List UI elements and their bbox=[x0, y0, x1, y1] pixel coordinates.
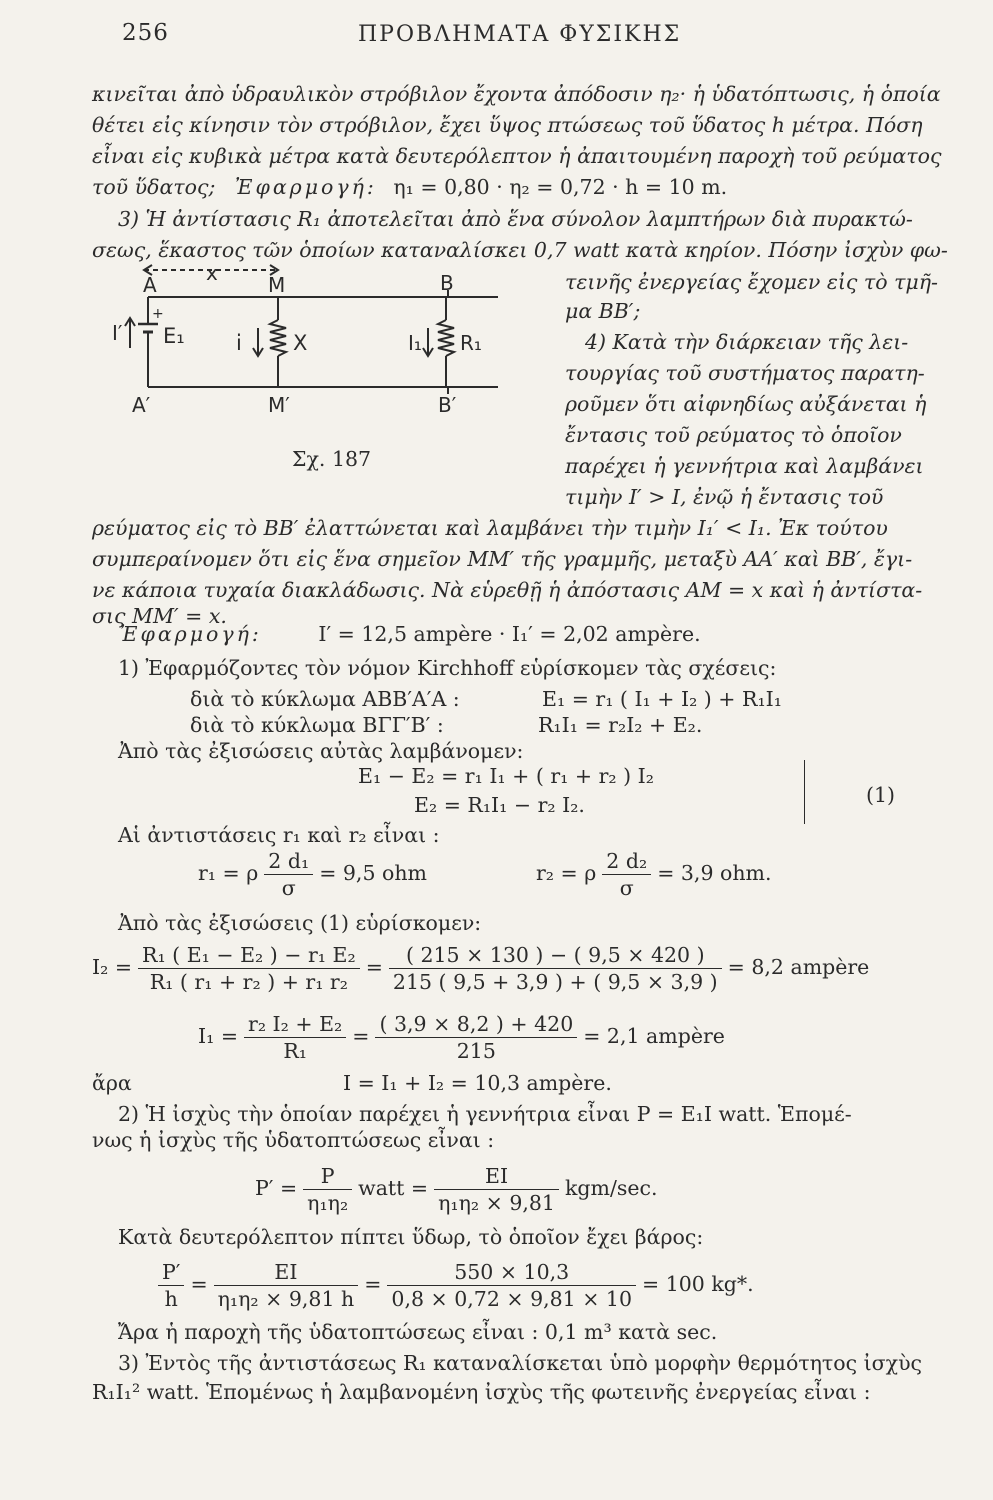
application-label: Ἐφαρμογή: bbox=[120, 622, 262, 646]
weight-formula: $\frac{P'}{h}$ = $\frac{EI}{\text{η₁η₂ × 9,81 h}}$ = $\frac{550 \times 10,3}{0,8 \times 0,72 \times 9,81 \times 10}$ = 100 kg*. bbox=[152, 1260, 754, 1311]
label-x: x bbox=[206, 261, 218, 285]
question-4-line: ἔντασις τοῦ ρεύματος τὸ ὁποῖον bbox=[565, 423, 902, 447]
loop-2-label: διὰ τὸ κύκλωμα BΓΓ′B′ : bbox=[190, 713, 444, 737]
I2-numerator-numeric: ( 215 × 130 ) − ( 9,5 × 420 ) bbox=[389, 943, 722, 969]
r1-lhs: r₁ = ρ bbox=[198, 861, 259, 885]
application-1 bbox=[235, 175, 727, 199]
running-title: ΠΡΟΒΛΗΜΑΤΑ ΦΥΣΙΚΗΣ bbox=[358, 22, 682, 47]
I1-denominator-symbolic: R₁ bbox=[283, 1039, 307, 1063]
r1-denominator: σ bbox=[281, 876, 296, 900]
P-prime-numerator-1: P bbox=[303, 1164, 352, 1190]
weight-rhs: = 100 kg*. bbox=[642, 1272, 754, 1296]
r1-fraction bbox=[264, 849, 313, 900]
loop-2-equation: R₁I₁ = r₂I₂ + E₂. bbox=[538, 713, 703, 737]
weight-fraction-1 bbox=[158, 1260, 184, 1311]
r2-denominator: σ bbox=[619, 876, 634, 900]
question-4-line: συμπεραίνομεν ὅτι εἰς ἕνα σημεῖον MM′ τῆς γραμμῆς, μεταξὺ AA′ καὶ BB′, ἔγι- bbox=[92, 547, 913, 571]
question-4-line: 4) Κατὰ τὴν διάρκειαν τῆς λει- bbox=[585, 330, 909, 354]
question-3-line: μα BB′; bbox=[565, 299, 641, 323]
weight-fraction-3 bbox=[387, 1260, 636, 1311]
application-values: η₁ = 0,80 · η₂ = 0,72 · h = 10 m. bbox=[393, 175, 728, 199]
question-4-line: τιμὴν I′ > I, ἐνῷ ἡ ἔντασις τοῦ bbox=[565, 485, 884, 509]
weight-numerator-1: P′ bbox=[158, 1260, 184, 1286]
system-bracket bbox=[804, 760, 805, 824]
system-equation-2: E₂ = R₁I₁ − r₂ I₂. bbox=[414, 793, 585, 817]
resistances-intro: Αἱ ἀντιστάσεις r₁ καὶ r₂ εἶναι : bbox=[118, 823, 440, 847]
r2-lhs: r₂ = ρ bbox=[536, 861, 597, 885]
label-R1: R₁ bbox=[460, 331, 482, 355]
label-X: X bbox=[293, 331, 308, 355]
P-prime-fraction-1 bbox=[303, 1164, 352, 1215]
system-equation-1: E₁ − E₂ = r₁ I₁ + ( r₁ + r₂ ) I₂ bbox=[358, 764, 654, 788]
question-4-line: σις MM′ = x. bbox=[92, 604, 227, 628]
application-values: I′ = 12,5 ampère · I₁′ = 2,02 ampère. bbox=[318, 622, 701, 646]
label-B-prime: B′ bbox=[438, 393, 457, 417]
question-3-line: τεινῆς ἐνεργείας ἔχομεν εἰς τὸ τμῆ- bbox=[565, 270, 938, 294]
solution-2-line: νως ἡ ἰσχὺς τῆς ὑδατοπτώσεως εἶναι : bbox=[92, 1128, 495, 1152]
label-plus: + bbox=[152, 306, 164, 322]
intro-line: εἶναι εἰς κυβικὰ μέτρα κατὰ δευτερόλεπτον ἡ ἀπαιτουμένη παροχὴ τοῦ ρεύματος bbox=[92, 144, 942, 168]
intro-line: κινεῖται ἀπὸ ὑδραυλικὸν στρόβιλον ἔχοντα ἀπόδοσιν η₂· ἡ ὑδατόπτωσις, ἡ ὁποία bbox=[92, 82, 941, 106]
P-prime-fraction-2 bbox=[434, 1164, 559, 1215]
question-4-line: παρέχει ἡ γεννήτρια καὶ λαμβάνει bbox=[565, 454, 924, 478]
I1-denominator-numeric: 215 bbox=[456, 1039, 496, 1063]
label-M: M bbox=[268, 273, 286, 297]
weight-denominator-1: h bbox=[164, 1287, 178, 1311]
I2-denominator-numeric: 215 ( 9,5 + 3,9 ) + ( 9,5 × 3,9 ) bbox=[392, 970, 718, 994]
r1-formula bbox=[198, 849, 427, 900]
label-M-prime: M′ bbox=[268, 393, 290, 417]
flow-result: Ἄρα ἡ παροχὴ τῆς ὑδατοπτώσεως εἶναι : 0,1 m³ κατὰ sec. bbox=[118, 1320, 718, 1344]
label-E1: E₁ bbox=[163, 324, 185, 348]
I2-lhs: I₂ = bbox=[92, 955, 133, 979]
I1-numerator-symbolic: r₂ I₂ + E₂ bbox=[244, 1012, 346, 1038]
I2-fraction-numeric bbox=[389, 943, 722, 994]
r2-numerator: 2 d₂ bbox=[602, 849, 651, 875]
question-4-line: ροῦμεν ὅτι αἰφνηδίως αὐξάνεται ἡ bbox=[565, 392, 927, 416]
I1-rhs: = 2,1 ampère bbox=[583, 1024, 725, 1048]
P-prime-formula bbox=[255, 1164, 658, 1215]
P-prime-mid: watt = bbox=[358, 1176, 429, 1200]
r1-numerator: 2 d₁ bbox=[264, 849, 313, 875]
weight-numerator-2: EI bbox=[214, 1260, 359, 1286]
P-prime-lhs: P′ = bbox=[255, 1176, 298, 1200]
label-I1: I₁ bbox=[408, 331, 422, 355]
solution-1-intro: 1) Ἐφαρμόζοντες τὸν νόμον Kirchhoff εὑρίσκομεν τὰς σχέσεις: bbox=[118, 656, 777, 680]
total-current: I = I₁ + I₂ = 10,3 ampère. bbox=[343, 1071, 612, 1095]
solution-2-line: 2) Ἡ ἰσχὺς τὴν ὁποίαν παρέχει ἡ γεννήτρια εἶναι P = E₁I watt. Ἑπομέ- bbox=[118, 1102, 852, 1126]
I1-lhs: I₁ = bbox=[198, 1024, 239, 1048]
P-prime-numerator-2: EI bbox=[434, 1164, 559, 1190]
application-label: Ἐφαρμογή: bbox=[235, 175, 377, 199]
loop-1-equation: E₁ = r₁ ( I₁ + I₂ ) + R₁I₁ bbox=[542, 687, 782, 711]
weight-numerator-3: 550 × 10,3 bbox=[387, 1260, 636, 1286]
application-2 bbox=[120, 622, 701, 646]
from-eq1-text: Ἀπὸ τὰς ἐξισώσεις (1) εὑρίσκομεν: bbox=[118, 911, 482, 935]
I1-fraction-numeric bbox=[375, 1012, 577, 1063]
P-prime-rhs: kgm/sec. bbox=[564, 1176, 658, 1200]
r2-rhs: = 3,9 ohm. bbox=[657, 861, 772, 885]
label-B: B bbox=[440, 271, 454, 295]
P-prime-denominator-1: η₁η₂ bbox=[307, 1191, 349, 1215]
label-A-prime: A′ bbox=[132, 393, 151, 417]
weight-denominator-3: 0,8 × 0,72 × 9,81 × 10 bbox=[391, 1287, 633, 1311]
question-3-line: 3) Ἡ ἀντίστασις R₁ ἀποτελεῖται ἀπὸ ἕνα σύνολον λαμπτήρων διὰ πυρακτώ- bbox=[118, 207, 913, 231]
I2-denominator-symbolic: R₁ ( r₁ + r₂ ) + r₁ r₂ bbox=[149, 970, 348, 994]
question-3-line: σεως, ἕκαστος τῶν ὁποίων καταναλίσκει 0,7 watt κατὰ κηρίον. Πόσην ἰσχὺν φω- bbox=[92, 238, 948, 262]
ara-word: ἄρα bbox=[92, 1071, 132, 1095]
weight-fraction-2 bbox=[214, 1260, 359, 1311]
question-4-line: τουργίας τοῦ συστήματος παρατη- bbox=[565, 361, 925, 385]
intro-line: τοῦ ὕδατος; bbox=[92, 175, 216, 199]
loop-1-label: διὰ τὸ κύκλωμα ABB′A′A : bbox=[190, 687, 460, 711]
r2-formula bbox=[536, 849, 772, 900]
I2-formula: I₂ = $\frac{\text{R₁ ( E₁ − E₂ ) − r₁ E₂}}{\text{R₁ ( r₁ + r₂ ) + r₁ r₂}}$ = $\frac{( 215 \times 130 ) - ( 9,5 \times 420 )}{215 ( 9,5 + 3,9 ) + ( 9,5 \times 3,9 )}$ = 8,2 ampère bbox=[92, 943, 870, 994]
I1-fraction-symbolic bbox=[244, 1012, 346, 1063]
circuit-diagram bbox=[108, 260, 518, 475]
solution-3-line: 3) Ἐντὸς τῆς ἀντιστάσεως R₁ καταναλίσκεται ὑπὸ μορφὴν θερμότητος ἰσχὺς bbox=[118, 1351, 923, 1375]
system-tag: (1) bbox=[866, 783, 896, 807]
per-second-text: Κατὰ δευτερόλεπτον πίπτει ὕδωρ, τὸ ὁποῖον ἔχει βάρος: bbox=[118, 1225, 704, 1249]
I2-numerator-symbolic: R₁ ( E₁ − E₂ ) − r₁ E₂ bbox=[138, 943, 360, 969]
question-4-line: νε κάποια τυχαία διακλάδωσις. Νὰ εὑρεθῇ ἡ ἀπόστασις AM = x καὶ ἡ ἀντίστα- bbox=[92, 578, 923, 602]
weight-denominator-2: η₁η₂ × 9,81 h bbox=[217, 1287, 355, 1311]
r2-fraction bbox=[602, 849, 651, 900]
label-i: i bbox=[236, 331, 242, 355]
I1-numerator-numeric: ( 3,9 × 8,2 ) + 420 bbox=[375, 1012, 577, 1038]
I1-formula: I₁ = $\frac{\text{r₂ I₂ + E₂}}{\text{R₁}}$ = $\frac{( 3,9 \times 8,2 ) + 420}{215}$ = 2,1 ampère bbox=[198, 1012, 725, 1063]
I2-fraction-symbolic bbox=[138, 943, 360, 994]
question-4-line: ρεύματος εἰς τὸ BB′ ἐλαττώνεται καὶ λαμβάνει τὴν τιμὴν I₁′ < I₁. Ἐκ τούτου bbox=[92, 516, 888, 540]
label-I-prime: I′ bbox=[112, 321, 123, 345]
r1-rhs: = 9,5 ohm bbox=[319, 861, 427, 885]
P-prime-denominator-2: η₁η₂ × 9,81 bbox=[438, 1191, 555, 1215]
label-A: A bbox=[143, 273, 157, 297]
figure-caption: Σχ. 187 bbox=[292, 447, 372, 471]
solution-3-line: R₁I₁² watt. Ἑπομένως ἡ λαμβανομένη ἰσχὺς τῆς φωτεινῆς ἐνεργείας εἶναι : bbox=[92, 1380, 871, 1404]
circuit-figure bbox=[108, 260, 518, 475]
from-equations-text: Ἀπὸ τὰς ἐξισώσεις αὐτὰς λαμβάνομεν: bbox=[118, 739, 524, 763]
intro-line: θέτει εἰς κίνησιν τὸν στρόβιλον, ἔχει ὕψος πτώσεως τοῦ ὕδατος h μέτρα. Πόση bbox=[92, 113, 923, 137]
I2-rhs: = 8,2 ampère bbox=[727, 955, 870, 979]
page-number: 256 bbox=[122, 20, 169, 46]
